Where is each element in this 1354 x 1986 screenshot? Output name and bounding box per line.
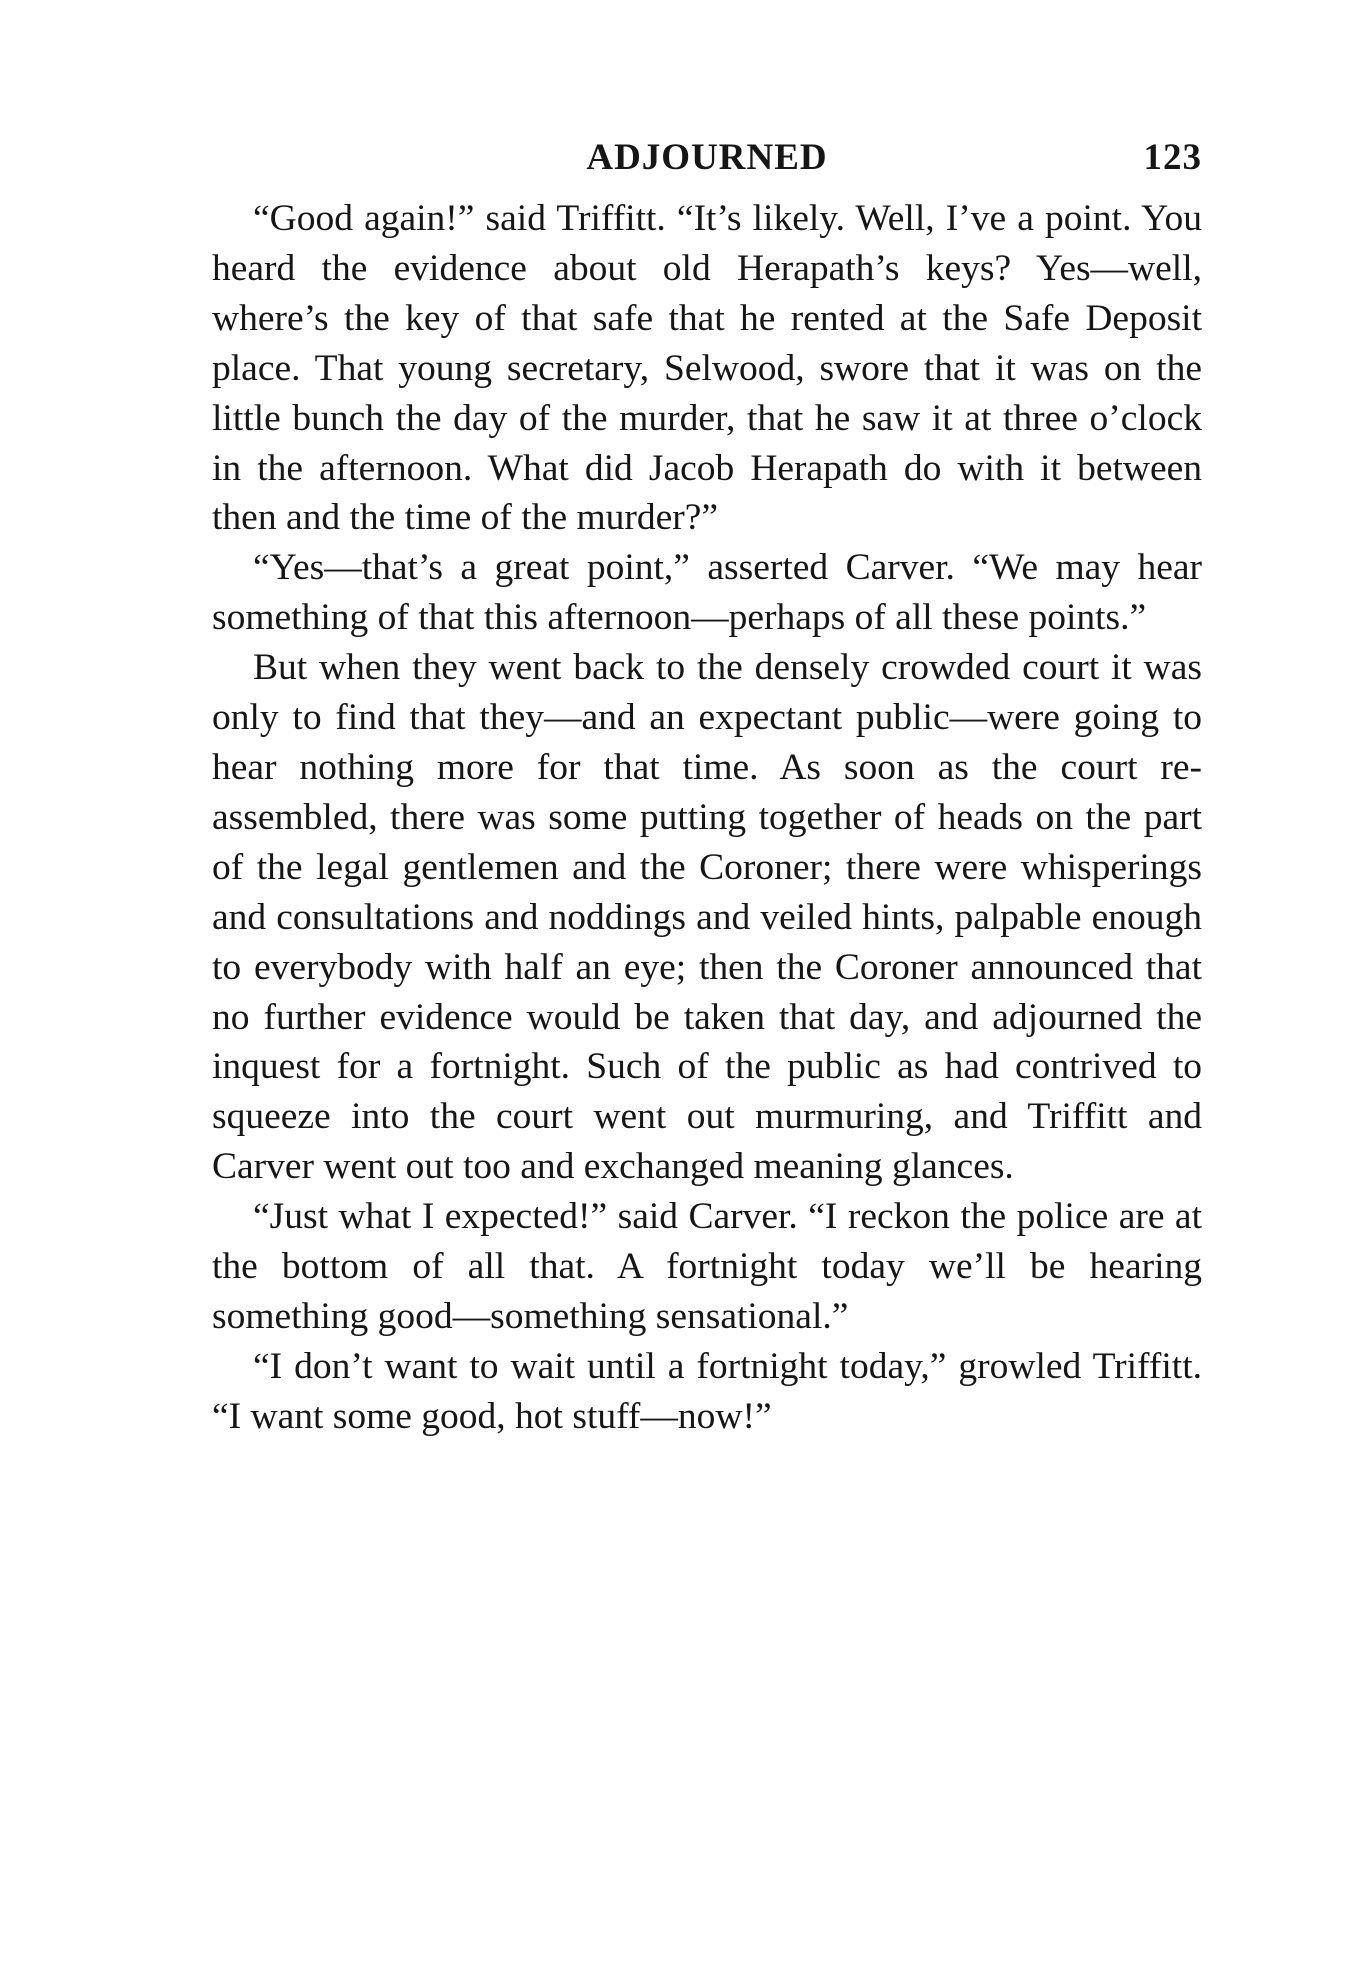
paragraph-1: “Good again!” said Triffitt. “It’s likely. Well, I’ve a point. You heard the evidence about old Herapath’s keys? Yes—well, where’s the key of that safe that he rented at the Safe Deposit place. That young secretary, Selwood, swore that it was on the little bunch the day of the murder, that he saw it at three o’clock in the afternoon. What did Jacob Herapath do with it between then and the time of the murder?” xyxy=(212,198,1202,539)
body-text xyxy=(212,194,1202,1442)
paragraph-5: “I don’t want to wait until a fortnight today,” growled Triffitt. “I want some good, hot stuff—now!” xyxy=(212,1345,1202,1437)
running-head xyxy=(212,132,1202,194)
paragraph-2: “Yes—that’s a great point,” asserted Carver. “We may hear something of that this afternoon—perhaps of all these points.” xyxy=(212,547,1202,639)
page-number: 123 xyxy=(1143,137,1202,178)
paragraph-4: “Just what I expected!” said Carver. “I reckon the police are at the bottom of all that. A fortnight today we’ll be hearing something good—something sensational.” xyxy=(212,1196,1202,1337)
book-page xyxy=(212,132,1202,1442)
chapter-title: ADJOURNED xyxy=(586,137,828,178)
paragraph-3: But when they went back to the densely crowded court it was only to find that they—and an expectant public—were going to hear nothing more for that time. As soon as the court re-assembled, there was some putting together of heads on the part of the legal gentlemen and the Coroner; there were whisperings and consultations and noddings and veiled hints, palpable enough to everybody with half an eye; then the Coroner announced that no further evidence would be taken that day, and adjourned the inquest for a fortnight. Such of the public as had contrived to squeeze into the court went out murmuring, and Triffitt and Carver went out too and exchanged meaning glances. xyxy=(212,647,1202,1188)
